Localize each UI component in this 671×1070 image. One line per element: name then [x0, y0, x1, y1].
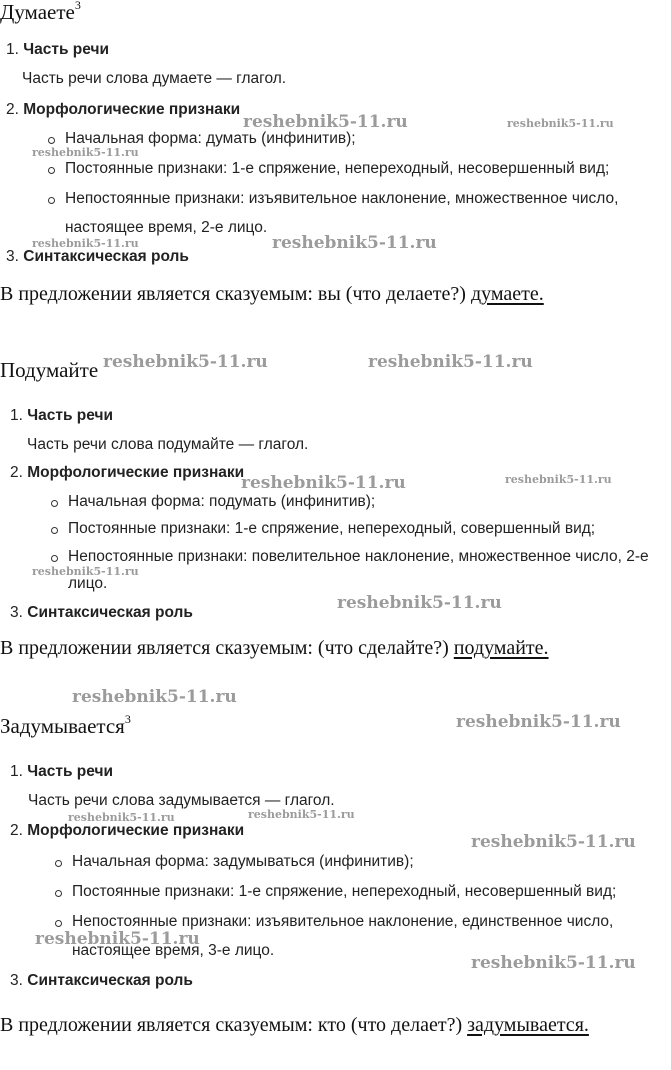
- part-of-speech-text: Часть речи слова подумайте — глагол.: [27, 436, 309, 453]
- underlined-word: подумайте.: [453, 637, 549, 659]
- list-item: Начальная форма: думать (инфинитив);: [65, 130, 356, 147]
- list-item: Начальная форма: задумываться (инфинитив);: [72, 853, 414, 870]
- list-item: Непостоянные признаки: изъявительное наклонение, единственное число,: [72, 913, 614, 930]
- watermark: reshebnik5-11.ru: [471, 832, 636, 852]
- watermark: reshebnik5-11.ru: [32, 565, 139, 578]
- list-item: Начальная форма: подумать (инфинитив);: [68, 493, 376, 510]
- entry-word: Задумывается$^3$: [0, 712, 131, 738]
- syntax-sentence: В предложении является сказуемым: вы (что делаете?) думаете.: [0, 283, 544, 305]
- watermark: reshebnik5-11.ru: [241, 473, 406, 493]
- list-item-continuation: лицо.: [68, 575, 108, 592]
- watermark: reshebnik5-11.ru: [243, 112, 408, 132]
- section-morph-features: 2. Морфологические признаки: [6, 101, 241, 118]
- syntax-sentence: В предложении является сказуемым: (что сделайте?) подумайте.: [0, 637, 549, 659]
- section-syntax-role: 3. Синтаксическая роль: [10, 972, 193, 989]
- watermark: reshebnik5-11.ru: [471, 953, 636, 973]
- watermark: reshebnik5-11.ru: [35, 929, 200, 949]
- watermark: reshebnik5-11.ru: [337, 593, 502, 613]
- list-item: Постоянные признаки: 1-е спряжение, непереходный, совершенный вид;: [68, 520, 596, 537]
- watermark: reshebnik5-11.ru: [368, 352, 533, 372]
- watermark: reshebnik5-11.ru: [32, 237, 139, 250]
- list-item: Непостоянные признаки: повелительное наклонение, множественное число, 2-е: [68, 548, 649, 565]
- list-item: Постоянные признаки: 1-е спряжение, непереходный, несовершенный вид;: [65, 160, 610, 177]
- watermark: reshebnik5-11.ru: [248, 808, 355, 821]
- watermark: reshebnik5-11.ru: [456, 712, 621, 732]
- underlined-word: задумывается.: [467, 1014, 589, 1036]
- syntax-sentence: В предложении является сказуемым: кто (что делает?) задумывается.: [0, 1014, 589, 1036]
- list-item: Непостоянные признаки: изъявительное наклонение, множественное число,: [65, 190, 619, 207]
- section-part-of-speech: 1. Часть речи: [6, 41, 110, 58]
- watermark: reshebnik5-11.ru: [507, 117, 614, 130]
- list-item-continuation: настоящее время, 3-е лицо.: [72, 942, 275, 959]
- section-part-of-speech: 1. Часть речи: [10, 407, 114, 424]
- watermark: reshebnik5-11.ru: [272, 233, 437, 253]
- watermark: reshebnik5-11.ru: [103, 352, 268, 372]
- section-syntax-role: 3. Синтаксическая роль: [10, 604, 193, 621]
- part-of-speech-text: Часть речи слова задумывается — глагол.: [28, 792, 335, 809]
- footnote-marker: 3: [74, 0, 81, 12]
- list-item: Постоянные признаки: 1-е спряжение, непереходный, несовершенный вид;: [72, 883, 617, 900]
- watermark: reshebnik5-11.ru: [72, 687, 237, 707]
- watermark: reshebnik5-11.ru: [505, 473, 612, 486]
- part-of-speech-text: Часть речи слова думаете — глагол.: [22, 70, 287, 87]
- watermark: reshebnik5-11.ru: [32, 146, 139, 159]
- watermark: reshebnik5-11.ru: [68, 811, 175, 824]
- footnote-marker: 3: [124, 712, 131, 726]
- section-morph-features: 2. Морфологические признаки: [10, 822, 245, 839]
- section-part-of-speech: 1. Часть речи: [10, 763, 114, 780]
- underlined-word: думаете.: [470, 283, 544, 305]
- list-item-continuation: настоящее время, 2-е лицо.: [65, 219, 268, 236]
- section-morph-features: 2. Морфологические признаки: [10, 464, 245, 481]
- entry-word: Подумайте: [0, 358, 99, 382]
- entry-word: Думаете$^3$: [0, 0, 81, 24]
- section-syntax-role: 3. Синтаксическая роль: [6, 248, 189, 265]
